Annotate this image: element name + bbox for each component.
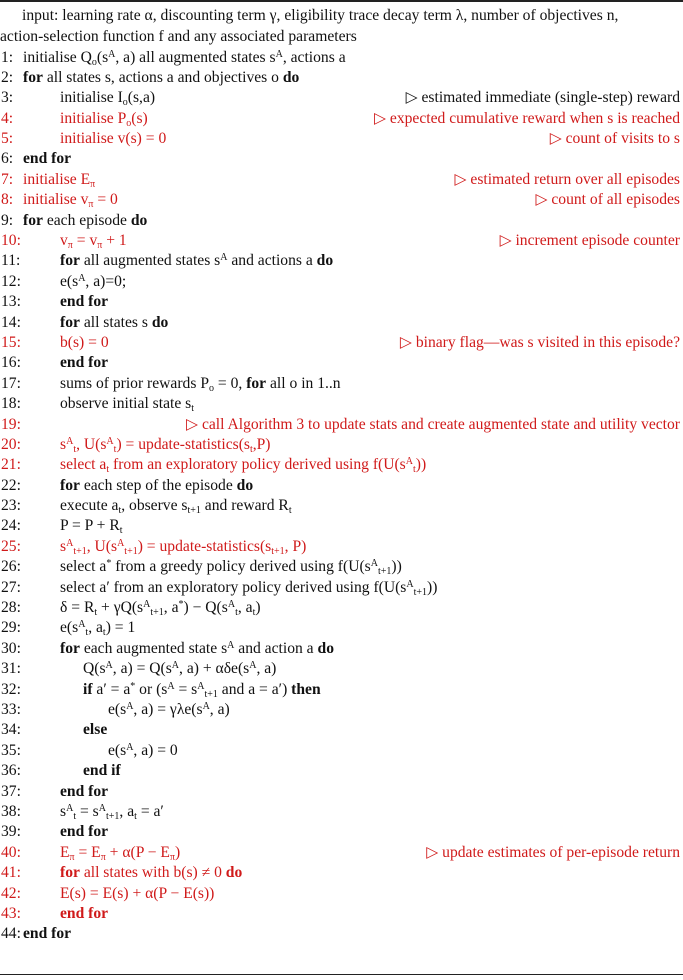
line-number: 26:: [1, 558, 21, 576]
algorithm-line: [0, 863, 683, 883]
algorithm-line: [0, 374, 683, 394]
algorithm-line: [0, 394, 683, 414]
algorithm-line: [0, 720, 683, 740]
algorithm-line: [0, 884, 683, 904]
algorithm-line: [0, 700, 683, 720]
line-number: 1:: [1, 48, 14, 66]
line-statement: select a* from a greedy policy derived using $f(U(s^A_{t+1}))$: [60, 558, 402, 578]
line-statement: initialise $P_o(s)$: [60, 109, 148, 129]
line-number: 3:: [1, 89, 14, 107]
algorithm-line: [0, 741, 683, 761]
line-comment: ▷ count of all episodes: [535, 191, 680, 209]
line-statement: execute $a_t$, observe $s_{t+1}$ and reward $R_t$: [60, 497, 292, 517]
line-statement: sums of prior rewards $P_o = 0$, for all o in 1..n: [60, 374, 341, 394]
algorithm-line: [0, 578, 683, 598]
line-number: 20:: [1, 435, 21, 453]
line-number: 18:: [1, 395, 21, 413]
line-statement: for all states with b(s) ≠ 0 do: [60, 864, 243, 882]
line-statement: $Q(s^A$, $a) = Q(s^A$, $a) + \alpha\delta e(s^A$, a): [83, 660, 277, 678]
algorithm-line: [0, 333, 683, 353]
line-number: 32:: [1, 680, 21, 698]
line-statement: select $a_t$ from an exploratory policy derived using $f(U(s^A_t))$: [60, 456, 427, 476]
bottom-rule: [0, 974, 683, 975]
line-statement: initialise $v_\pi = 0$: [23, 191, 118, 211]
line-number: 39:: [1, 823, 21, 841]
line-number: 44:: [1, 925, 21, 943]
algorithm-line: [0, 516, 683, 536]
algorithm-line: [0, 924, 683, 944]
line-number: 8:: [1, 191, 14, 209]
line-statement: for each episode do: [23, 211, 148, 229]
line-number: 36:: [1, 762, 21, 780]
algorithm-line: [0, 149, 683, 169]
line-number: 27:: [1, 578, 21, 596]
line-statement: $s^A_{t+1}$, $U(s^A_{t+1})$ = update-$statistics(s_{t+1}$, P): [60, 537, 307, 557]
algorithm-line: [0, 843, 683, 863]
line-comment: ▷ update estimates of per-episode return: [426, 843, 680, 861]
algorithm-line: [0, 251, 683, 271]
line-statement: $v_\pi = v_\pi + 1$: [60, 232, 127, 252]
line-statement: initialise $Q_o(s^A$, a) all augmented states $s^A$, actions a: [23, 48, 346, 68]
algorithm-line: [0, 639, 683, 659]
line-number: 40:: [1, 843, 21, 861]
line-number: 22:: [1, 476, 21, 494]
line-number: 34:: [1, 721, 21, 739]
line-statement: end for: [60, 823, 109, 841]
line-statement: $E_\pi = E_\pi + \alpha(P - E_\pi)$: [60, 843, 181, 863]
algorithm-line: [0, 231, 683, 251]
line-statement: end for: [23, 925, 72, 943]
line-statement: end for: [60, 904, 109, 922]
line-number: 5:: [1, 130, 14, 148]
line-statement: for each augmented state $s^A$ and action a do: [60, 639, 334, 657]
top-rule: [0, 0, 683, 2]
line-statement: for all augmented states $s^A$ and actions a do: [60, 252, 334, 270]
line-statement: if a′ = a* or ($s^A = s^A_{t+1}$ and a = a′) then: [83, 680, 321, 700]
algorithm-body: [0, 48, 683, 945]
algorithm-line: [0, 353, 683, 373]
algorithm-line: [0, 88, 683, 108]
algorithm-line: [0, 415, 683, 435]
algorithm-line: [0, 68, 683, 88]
line-statement: select a′ from an exploratory policy derived using $f(U(s^A_{t+1}))$: [60, 578, 438, 598]
line-number: 31:: [1, 660, 21, 678]
line-number: 42:: [1, 884, 21, 902]
algorithm-line: [0, 109, 683, 129]
line-number: 23:: [1, 497, 21, 515]
line-statement: $e(s^A$, a) = 0: [108, 741, 178, 759]
line-number: 35:: [1, 741, 21, 759]
line-statement: E(s) = E(s) + α(P − E(s)): [60, 884, 215, 902]
line-number: 41:: [1, 864, 21, 882]
line-number: 30:: [1, 639, 21, 657]
line-number: 28:: [1, 599, 21, 617]
algorithm-line: [0, 598, 683, 618]
line-number: 11:: [1, 252, 21, 270]
line-statement: for all states s do: [60, 313, 169, 331]
line-comment: ▷ binary flag—was s visited in this episode?: [399, 333, 680, 351]
algorithm-line: [0, 782, 683, 802]
algorithm-line: [0, 761, 683, 781]
algorithm-line: [0, 211, 683, 231]
line-number: 9:: [1, 211, 14, 229]
line-number: 29:: [1, 619, 21, 637]
line-statement: end if: [83, 762, 121, 780]
line-statement: initialise $I_o(s,a)$: [60, 89, 156, 109]
line-statement: initialise $E_\pi$: [23, 170, 96, 190]
line-number: 15:: [1, 333, 21, 351]
line-statement: for all states s, actions a and objectives o do: [23, 68, 300, 86]
line-number: 25:: [1, 537, 21, 555]
line-number: 21:: [1, 456, 21, 474]
line-comment: ▷ estimated return over all episodes: [454, 170, 680, 188]
algorithm-line: [0, 904, 683, 924]
line-number: 37:: [1, 782, 21, 800]
algorithm-line: [0, 190, 683, 210]
algorithm-line: [0, 557, 683, 577]
header-line-2: action-selection function f and any associated parameters: [0, 27, 357, 45]
line-number: 13:: [1, 293, 21, 311]
line-number: 24:: [1, 517, 21, 535]
line-statement: end for: [60, 293, 109, 311]
line-statement: end for: [23, 150, 72, 168]
algorithm-line: [0, 618, 683, 638]
line-statement: $e(s^A_t$, $a_t) = 1$: [60, 619, 136, 639]
line-number: 10:: [1, 232, 21, 250]
algorithm-line: [0, 48, 683, 68]
line-statement: end for: [60, 782, 109, 800]
line-statement: initialise v(s) = 0: [60, 130, 167, 148]
algorithm-line: [0, 272, 683, 292]
line-number: 17:: [1, 374, 21, 392]
line-comment: ▷ count of visits to s: [549, 130, 680, 148]
algorithm-line: [0, 537, 683, 557]
line-comment: ▷ call Algorithm 3 to update stats and create augmented state and utility vector: [186, 415, 680, 433]
line-number: 14:: [1, 313, 21, 331]
line-statement: b(s) = 0: [60, 333, 109, 351]
line-statement: observe initial state $s_t$: [60, 395, 194, 415]
line-number: 7:: [1, 170, 14, 188]
algorithm-line: [0, 313, 683, 333]
algorithm-line: [0, 170, 683, 190]
line-statement: $s^A_t = s^A_{t+1}$, $a_t = a'$: [60, 802, 164, 822]
algorithm-line: [0, 659, 683, 679]
line-comment: ▷ increment episode counter: [499, 232, 680, 250]
line-statement: $s^A_t$, $U(s^A_t)$ = update-$statistics(s_t,P)$: [60, 435, 271, 455]
line-number: 12:: [1, 272, 21, 290]
line-number: 33:: [1, 701, 21, 718]
algorithm-line: [0, 435, 683, 455]
line-number: 43:: [1, 904, 21, 922]
algorithm-line: [0, 129, 683, 149]
algorithm-input-header: [0, 6, 677, 47]
line-comment: ▷ estimated immediate (single-step) reward: [405, 89, 680, 107]
line-number: 16:: [1, 354, 21, 372]
algorithm-line: [0, 680, 683, 700]
algorithm-line: [0, 496, 683, 516]
line-statement: $\delta = R_t + \gamma Q(s^A_{t+1}$, $a^*) - Q(s^A_t$, $a_t$): [60, 599, 261, 619]
line-statement: for each step of the episode do: [60, 476, 254, 494]
line-number: 19:: [1, 415, 21, 433]
line-statement: $e(s^A$, $a) = \gamma\lambda e(s^A$, a): [108, 701, 230, 718]
line-statement: else: [83, 721, 108, 739]
line-statement: end for: [60, 354, 109, 372]
line-comment: ▷ expected cumulative reward when s is reached: [374, 109, 680, 127]
line-number: 38:: [1, 802, 21, 820]
line-statement: $e(s^A$, a)=0;: [60, 272, 127, 290]
line-number: 2:: [1, 68, 14, 86]
line-number: 4:: [1, 109, 14, 127]
algorithm-line: [0, 292, 683, 312]
header-line-1: input: learning rate α, discounting term γ, eligibility trace decay term λ, number of objectives n,: [22, 7, 619, 24]
line-statement: $P = P + R_t$: [60, 517, 123, 537]
line-number: 6:: [1, 150, 14, 168]
algorithm-line: [0, 476, 683, 496]
algorithm-line: [0, 455, 683, 475]
algorithm-line: [0, 802, 683, 822]
algorithm-line: [0, 822, 683, 842]
